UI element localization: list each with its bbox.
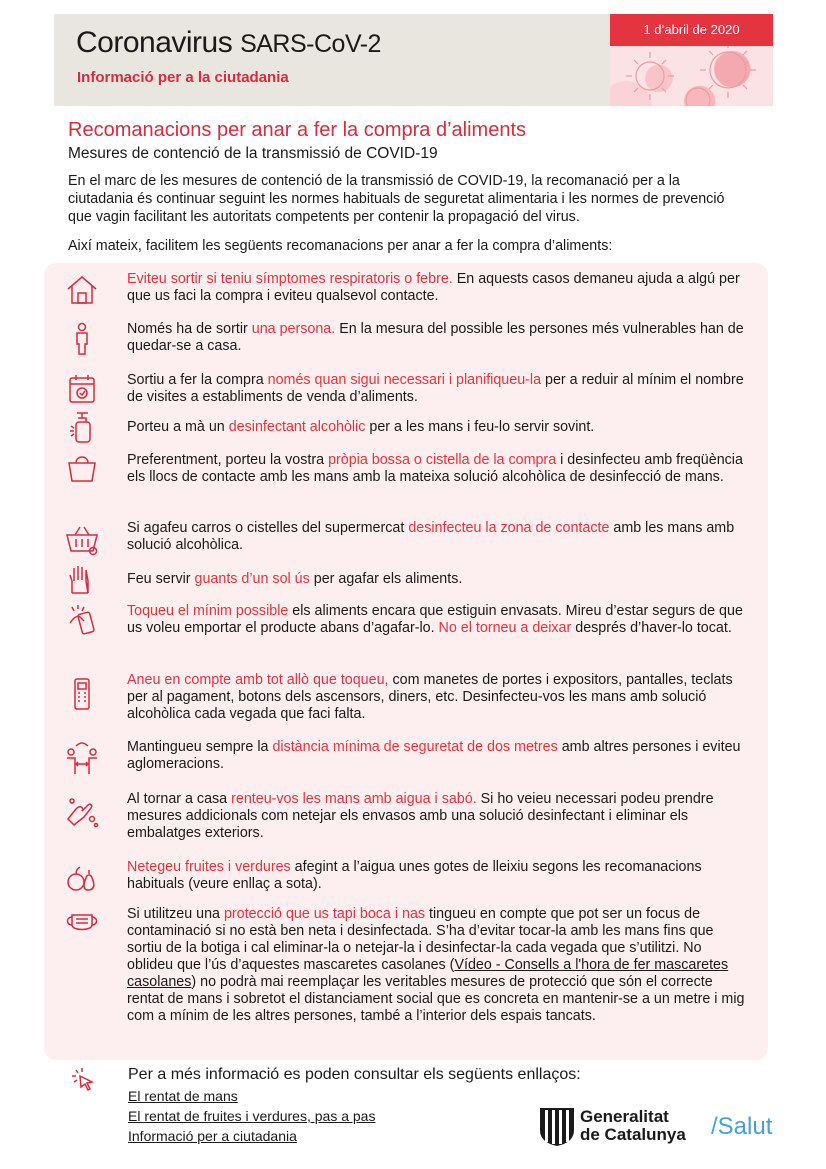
rec-highlight: No el torneu a deixar — [438, 620, 572, 636]
rec-text: després d’haver-lo tocat. — [571, 620, 732, 636]
page-title: Recomanacions per anar a fer la compra d’aliments — [68, 119, 526, 141]
rec-item-careful-touch — [127, 672, 747, 723]
basket-icon — [62, 523, 102, 557]
rec-item-fruit — [127, 859, 747, 893]
header-title-main: Coronavirus — [76, 26, 233, 59]
generalitat-name — [580, 1108, 686, 1144]
date-badge: 1 d’abril de 2020 — [610, 14, 773, 46]
rec-text: Mantingueu sempre la — [127, 739, 273, 755]
rec-item-bag — [127, 452, 747, 486]
rec-highlight: una persona. — [251, 321, 336, 337]
rec-highlight: només quan sigui necessari i planifiqueu-la — [267, 372, 542, 388]
generalitat-line-1: Generalitat — [580, 1107, 669, 1126]
house-icon — [62, 273, 102, 307]
rec-item-plan — [127, 372, 747, 406]
rec-text: amb les mans amb solució alcohòlica. — [127, 520, 735, 553]
intro-paragraph: En el marc de les mesures de contenció de la transmissió de COVID-19, la recomanació per a la ciutadania és continuar seguint les normes habituals de seguretat alimentaria i les normes de prevenció que vagin facilitant les autoritats competents per contenir la propagació del virus. — [68, 173, 725, 226]
rec-text: com manetes de portes i expositors, pantalles, teclats per al pagament, botons dels ascensors, diners, etc. Desinfecteu-vos les mans amb solució alcohòlica cada vegada que faci falta. — [127, 672, 733, 722]
rec-highlight: Netegeu fruites i verdures — [127, 859, 291, 875]
rec-text: els aliments encara que estiguin envasats. Mireu d’estar segurs de que us voleu emportar el producte abans d’agafar-lo. — [127, 603, 743, 636]
rec-item-mask — [127, 906, 747, 1025]
person-icon — [62, 322, 102, 356]
calendar-icon — [62, 372, 102, 406]
rec-item-carts — [127, 520, 747, 554]
rec-text: afegint a l’aigua unes gotes de lleixiu segons les recomanacions habituals (veure enllaç a sota). — [127, 859, 702, 892]
fruit-icon — [62, 860, 102, 894]
hand-product-icon — [62, 603, 102, 637]
rec-text: Si utilitzeu una — [127, 906, 224, 922]
rec-text: Porteu a mà un — [127, 419, 229, 435]
rec-text: i desinfecteu amb freqüència els llocs de contacte amb les mans amb la mateixa solució alcohòlica de desinfecció de mans. — [127, 452, 743, 485]
intro-paragraph-2: Així mateix, facilitem les següents recomanacions per anar a fer la compra d’aliments: — [68, 238, 613, 254]
generalitat-logo-icon — [538, 1106, 576, 1146]
rec-highlight: pròpia bossa o cistella de la compra — [328, 452, 557, 468]
rec-item-distance — [127, 739, 747, 773]
click-icon — [70, 1066, 96, 1092]
rec-text: Si agafeu carros o cistelles del supermercat — [127, 520, 409, 536]
rec-text: ) no podrà mai reemplaçar les veritables mesures de protecció que són el correcte rentat de mans i sobretot el distanciament social que es concreta en mantenir-se a un metre i mig com a mínim de les altres persones, també a l’interior dels espais tancats. — [127, 974, 745, 1024]
header-subtitle: Informació per a la ciutadania — [77, 69, 289, 86]
header-title-sub: SARS-CoV-2 — [240, 30, 381, 58]
footer-text: Per a més informació es poden consultar els següents enllaços: — [128, 1066, 581, 1083]
rec-highlight: distància mínima de seguretat de dos metres — [272, 739, 558, 755]
link-handwashing[interactable]: El rentat de mans — [128, 1088, 238, 1104]
salut-logo: /Salut — [711, 1113, 773, 1140]
rec-text: amb altres persones i eviteu aglomeracions. — [127, 739, 741, 772]
rec-text: Si ho veieu necessari podeu prendre mesures addicionals com netejar els envasos amb una solució desinfectant i eliminar els embalatges exteriors. — [127, 791, 714, 841]
rec-text: Al tornar a casa — [127, 791, 232, 807]
rec-item-touch-minimum — [127, 603, 747, 637]
rec-highlight: renteu-vos les mans amb aigua i sabó. — [231, 791, 477, 807]
rec-item-gloves — [127, 571, 747, 588]
header-title — [76, 26, 381, 60]
rec-item-symptoms — [127, 271, 747, 305]
rec-text: Preferentment, porteu la vostra — [127, 452, 329, 468]
gloves-icon — [62, 563, 102, 597]
distance-icon — [62, 742, 102, 776]
handwash-icon — [62, 795, 102, 829]
rec-text: Només ha de sortir — [127, 321, 252, 337]
rec-text: Feu servir — [127, 571, 195, 587]
page-subtitle: Mesures de contenció de la transmissió de COVID-19 — [68, 145, 438, 162]
rec-text: per a reduir al mínim el nombre de visites a establiments de venda d’aliments. — [127, 372, 744, 405]
rec-highlight: desinfectant alcohòlic — [228, 419, 366, 435]
link-fruit-washing[interactable]: El rentat de fruites i verdures, pas a pas — [128, 1108, 376, 1124]
rec-text: tingueu en compte que pot ser un focus de contaminació si no està ben neta i desinfectada. S’ha d’evitar tocar-la amb les mans fins que sortiu de la botiga i cal eliminar-la o netejar-la i desinfectar-la cada vegada que s’utilitzi. No oblideu que l’ús d’aquestes mascaretes casolanes ( — [127, 906, 714, 973]
link-citizen-info[interactable]: Informació per a ciutadania — [128, 1128, 297, 1144]
generalitat-line-2: de Catalunya — [580, 1125, 686, 1144]
rec-highlight: desinfecteu la zona de contacte — [408, 520, 610, 536]
card-terminal-icon — [62, 677, 102, 711]
bag-icon — [62, 451, 102, 485]
rec-text: En aquests casos demaneu ajuda a algú per que us faci la compra i eviteu qualsevol contacte. — [127, 271, 740, 304]
rec-highlight: Toqueu el mínim possible — [127, 603, 289, 619]
rec-highlight: Aneu en compte amb tot allò que toqueu, — [127, 672, 389, 688]
rec-text: En la mesura del possible les persones més vulnerables han de quedar-se a casa. — [127, 321, 744, 354]
rec-item-one-person — [127, 321, 747, 355]
mask-icon — [62, 905, 102, 939]
rec-text: Sortiu a fer la compra — [127, 372, 268, 388]
rec-text: per agafar els aliments. — [309, 571, 463, 587]
mask-video-link[interactable]: Vídeo - Consells a l'hora de fer mascaretes casolanes — [127, 957, 729, 990]
rec-item-wash-hands — [127, 791, 747, 842]
page-header — [54, 14, 773, 106]
rec-highlight: protecció que us tapi boca i nas — [223, 906, 426, 922]
rec-highlight: guants d’un sol ús — [194, 571, 310, 587]
rec-highlight: Eviteu sortir si teniu símptomes respiratoris o febre. — [127, 271, 453, 287]
sanitizer-icon — [62, 410, 102, 444]
rec-text: per a les mans i feu-lo servir sovint. — [365, 419, 595, 435]
rec-item-sanitizer — [127, 419, 747, 436]
